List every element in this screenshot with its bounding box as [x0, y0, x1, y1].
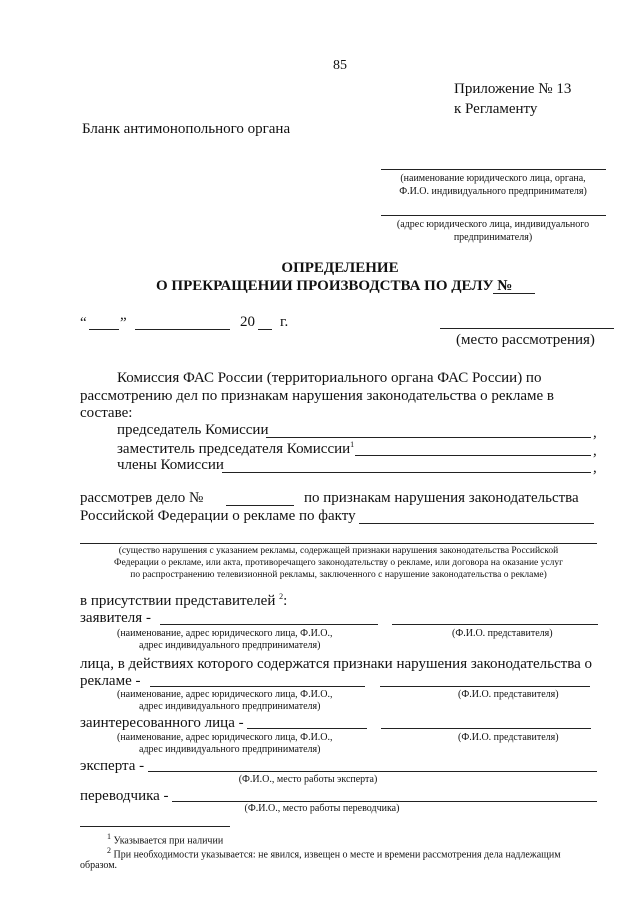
- interested-org-caption-1: (наименование, адрес юридического лица, Ф.И.О.,: [117, 732, 333, 743]
- page-number: 85: [333, 58, 347, 73]
- case-caption-3: по распространению телевизионной рекламы, заключенного с нарушение законодательства о рекламе): [130, 570, 547, 580]
- applicant-org-line: [160, 624, 378, 625]
- appendix-line-2: к Регламенту: [454, 101, 538, 117]
- case-number-line: [493, 293, 535, 294]
- commission-deputy-footnote-mark: 1: [350, 440, 355, 449]
- expert-caption: (Ф.И.О., место работы эксперта): [238, 774, 378, 785]
- violator-rep-caption: (Ф.И.О. представителя): [458, 689, 559, 700]
- violator-org-line: [150, 686, 365, 687]
- presence-heading: [80, 592, 287, 610]
- violator-rep-line: [380, 686, 590, 687]
- date-open-quote: “: [80, 315, 87, 331]
- applicant-label: заявителя -: [80, 610, 151, 626]
- interested-rep-line: [381, 728, 591, 729]
- violator-line-2: рекламе -: [80, 673, 141, 689]
- interested-org-caption-2: адрес индивидуального предпринимателя): [139, 744, 321, 755]
- footnote-1-mark: 1: [107, 832, 111, 841]
- date-day-line: [89, 329, 119, 330]
- applicant-rep-caption: (Ф.И.О. представителя): [452, 628, 553, 639]
- commission-deputy-label: [117, 440, 354, 458]
- date-g: г.: [280, 314, 289, 330]
- footnote-2-mark: 2: [107, 846, 111, 855]
- commission-members-line: [222, 472, 591, 473]
- commission-deputy-line: [355, 455, 591, 456]
- expert-label: эксперта -: [80, 758, 145, 774]
- commission-chair-comma: ,: [593, 425, 597, 441]
- footnote-2-continued: образом.: [80, 860, 118, 871]
- commission-intro-2: рассмотрению дел по признакам нарушения законодательства о рекламе в: [80, 388, 554, 404]
- commission-deputy-comma: ,: [593, 443, 597, 459]
- violator-line-1: лица, в действиях которого содержатся признаки нарушения законодательства о: [80, 656, 593, 672]
- date-year: 20: [240, 314, 255, 330]
- addressee-address-caption-2: предпринимателя): [453, 232, 533, 243]
- commission-deputy-text: заместитель председателя Комиссии: [117, 441, 351, 457]
- footnote-2-text: При необходимости указывается: не явился, извещен о месте и времени рассмотрения дела надлежащим: [113, 849, 561, 861]
- violator-org-caption-2: адрес индивидуального предпринимателя): [139, 701, 321, 712]
- addressee-name-caption-2: Ф.И.О. индивидуального предпринимателя): [399, 186, 587, 197]
- appendix-line-1: Приложение № 13: [454, 81, 572, 97]
- interested-org-line: [247, 728, 367, 729]
- addressee-address-caption-1: (адрес юридического лица, индивидуального: [396, 219, 590, 230]
- interested-rep-caption: (Ф.И.О. представителя): [458, 732, 559, 743]
- footnote-1: [107, 832, 223, 846]
- footnote-2: [107, 846, 561, 860]
- expert-line: [148, 771, 597, 772]
- footnote-1-text: Указывается при наличии: [113, 835, 224, 847]
- case-fact-line: [359, 523, 594, 524]
- violator-org-caption-1: (наименование, адрес юридического лица, Ф.И.О.,: [117, 689, 333, 700]
- place-caption: (место рассмотрения): [456, 332, 595, 348]
- case-fact-line-2: [80, 543, 597, 544]
- commission-members-comma: ,: [593, 460, 597, 476]
- applicant-org-caption-2: адрес индивидуального предпринимателя): [139, 640, 321, 651]
- translator-line: [172, 801, 597, 802]
- addressee-name-caption-1: (наименование юридического лица, органа,: [400, 173, 586, 184]
- translator-caption: (Ф.И.О., место работы переводчика): [244, 803, 400, 814]
- blank-label: Бланк антимонопольного органа: [82, 121, 291, 137]
- doc-title-line-2: О ПРЕКРАЩЕНИИ ПРОИЗВОДСТВА ПО ДЕЛУ №: [156, 278, 513, 294]
- case-number-field-line: [226, 505, 294, 506]
- place-line: [440, 328, 614, 329]
- commission-intro-1: Комиссия ФАС России (территориального органа ФАС России) по: [117, 370, 542, 386]
- date-close-quote: ”: [120, 315, 127, 331]
- applicant-org-caption-1: (наименование, адрес юридического лица, Ф.И.О.,: [117, 628, 333, 639]
- footnote-separator: [80, 826, 230, 827]
- case-caption-2: Федерации о рекламе, или акта, противоречащего законодательству о рекламе, или договора на оказание услуг: [114, 558, 563, 568]
- addressee-address-line: [381, 215, 606, 216]
- doc-title-line-1: ОПРЕДЕЛЕНИЕ: [281, 260, 399, 276]
- interested-label: заинтересованного лица -: [80, 715, 244, 731]
- date-month-line: [135, 329, 230, 330]
- commission-chair-line: [266, 437, 591, 438]
- translator-label: переводчика -: [80, 788, 169, 804]
- commission-chair-label: председатель Комиссии: [117, 422, 269, 438]
- case-caption-1: (существо нарушения с указанием рекламы, содержащей признаки нарушения законодательства Российской: [118, 546, 559, 556]
- presence-heading-colon: :: [283, 593, 288, 609]
- commission-intro-3: составе:: [80, 405, 133, 421]
- case-line-2: Российской Федерации о рекламе по факту: [80, 508, 356, 524]
- commission-members-label: члены Комиссии: [117, 457, 224, 473]
- date-year-line: [258, 329, 272, 330]
- addressee-name-line: [381, 169, 606, 170]
- case-line-1a: рассмотрев дело №: [80, 490, 204, 506]
- presence-heading-footnote-mark: 2: [279, 592, 284, 601]
- case-line-1b: по признакам нарушения законодательства: [304, 490, 579, 506]
- applicant-rep-line: [392, 624, 598, 625]
- presence-heading-text: в присутствии представителей: [80, 593, 276, 609]
